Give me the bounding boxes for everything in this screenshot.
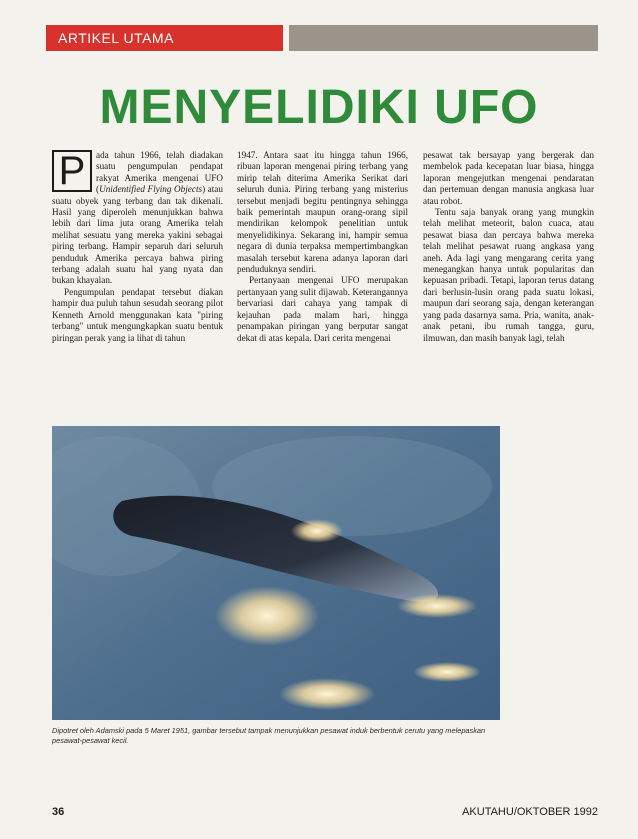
italic-term: Unidentified Flying Objects (99, 184, 203, 195)
paragraph: Pengumpulan pendapat tersebut diakan hampir dua puluh tahun sesudah seorang pilot Kenneth Arnold menggunakan kata "piring terbang" untuk mengungkapkan suatu bentuk piringan perak yang ia lihat di tahun (52, 286, 223, 343)
issue-label: AKUTAHU/OKTOBER 1992 (462, 806, 598, 818)
ufo-photo-illustration (52, 426, 500, 720)
photo-caption: Dipotret oleh Adamski pada 5 Maret 1951, gambar tersebut tampak menunjukkan pesawat induk berbentuk cerutu yang melepaskan pesawat-pesawat kecil. (52, 726, 486, 745)
paragraph-text: ) atau suatu obyek yang terbang dan tak dikenali. Hasil yang diperoleh menunjukkan bahwa lebih dari lima juta orang Amerika telah melihat sesuatu yang mereka yakini sebagai piring terbang. Hampir separuh dari seluruh penduduk Amerika percaya bahwa piring terbang adalah suatu hal yang nyata dan bukan khayalan. (52, 184, 223, 286)
section-label: ARTIKEL UTAMA (46, 25, 283, 51)
paragraph (52, 150, 223, 287)
paragraph: Pertanyaan mengenai UFO merupakan pertanyaan yang sulit dijawab. Keterangannya bervariasi dari cahaya yang tampak di kejauhan pada malam hari, hingga penampakan piringan yang berputar sangat dekat di atas kepala. Dari cerita mengenai (237, 275, 408, 343)
paragraph-text: ada tahun 1966, telah diadakan suatu pengumpulan pendapat rakyat Amerika mengenai UFO ( (96, 150, 223, 195)
article-body (52, 150, 597, 412)
text-column-2 (237, 150, 408, 412)
paragraph: 1947. Antara saat itu hingga tahun 1966, ribuan laporan mengenai piring terbang yang mirip telah diterima Amerika Serikat dari seluruh dunia. Piring terbang yang misterius tersebut menjadi begitu pentingnya sehingga baik pemerintah maupun orang-orang sipil mendirikan kelompok penelitian untuk menyelidikinya. Sekarang ini, hampir semua negara di dunia terpaksa mempertimbangkan masalah tersebut karena adanya laporan dari penduduknya sendiri. (237, 150, 408, 275)
paragraph: Tentu saja banyak orang yang mungkin telah melihat meteorit, balon cuaca, atau pesawat biasa dan percaya bahwa mereka telah melihat pesawat ruang angkasa yang aneh. Ada lagi yang mengarang cerita yang menegangkan hanya untuk popularitas dan kepuasan pribadi. Tetapi, laporan terus datang dari berlusin-lusin orang pada suatu lokasi, maupun dari seorang saja, dengan keterangan yang pada dasarnya sama. Pria, wanita, anak-anak petani, ibu rumah tangga, guru, ilmuwan, dan masih banyak lagi, telah (423, 207, 594, 343)
text-column-1 (52, 150, 223, 412)
article-title: MENYELIDIKI UFO (99, 81, 539, 134)
paragraph: pesawat tak bersayap yang bergerak dan membelok pada kecepatan luar biasa, hingga laporan mengejutkan mengenai pendaratan dan pertemuan dengan manusia angkasa luar atau robot. (423, 150, 594, 206)
page-number: 36 (52, 806, 65, 818)
section-header-band (46, 25, 598, 51)
header-decorative-bar (289, 25, 598, 51)
ufo-photograph (52, 426, 500, 720)
text-column-3 (423, 150, 594, 412)
drop-cap: P (52, 150, 92, 192)
